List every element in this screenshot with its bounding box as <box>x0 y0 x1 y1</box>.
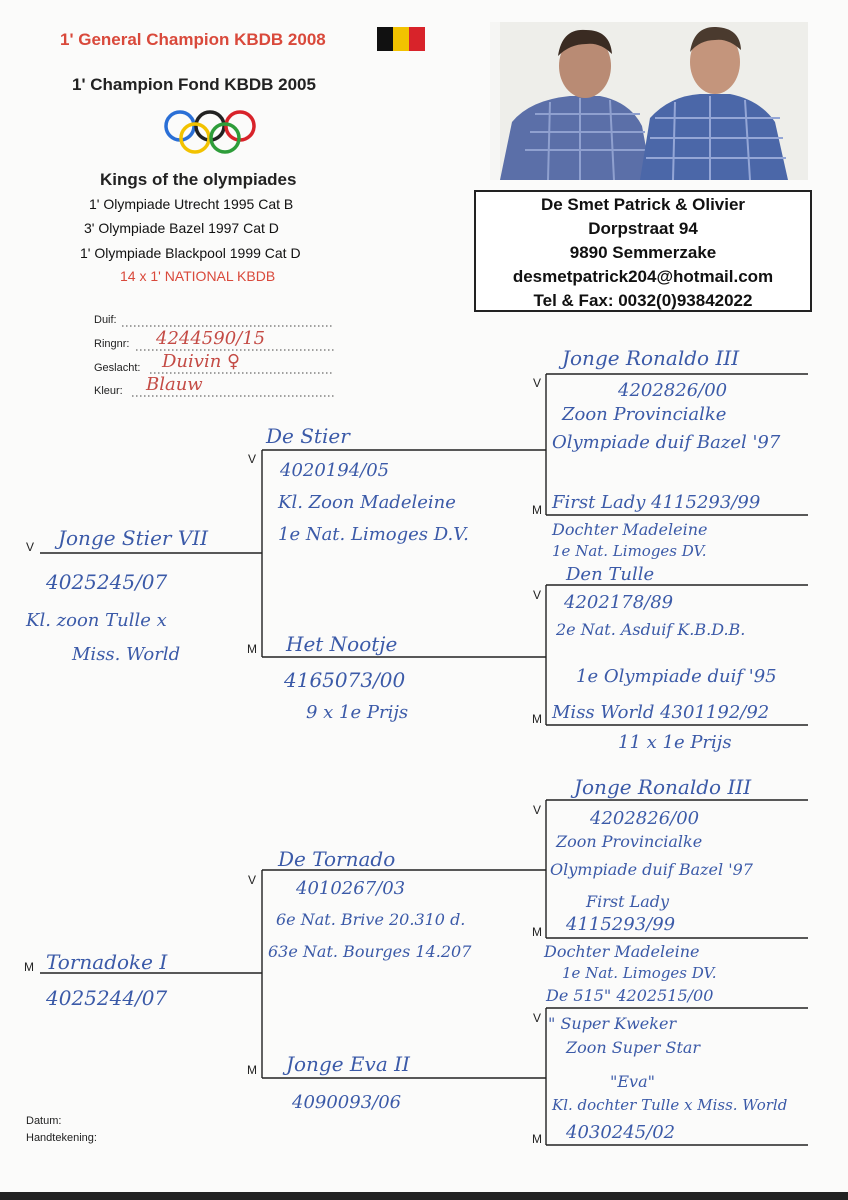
sss-info: Zoon Provincialke <box>562 404 727 425</box>
contact-city: 9890 Semmerzake <box>569 243 717 262</box>
dds-info: " Super Kweker <box>548 1014 677 1033</box>
ssd-marker: M <box>532 503 542 517</box>
kleur-value: Blauw <box>146 374 203 395</box>
dds-name: De 515" 4202515/00 <box>546 986 714 1005</box>
sds-ring: 4202178/89 <box>564 592 674 613</box>
sss-ring: 4202826/00 <box>618 380 728 401</box>
sss-name: Jonge Ronaldo III <box>562 346 740 370</box>
sss-marker: V <box>533 376 542 390</box>
ssd-info: 1e Nat. Limoges DV. <box>552 542 707 560</box>
dsd-info: 1e Nat. Limoges DV. <box>562 964 717 982</box>
contact-phone: Tel & Fax: 0032(0)93842022 <box>533 291 753 310</box>
contact-email: desmetpatrick204@hotmail.com <box>512 267 774 286</box>
ddd-ring: 4030245/02 <box>566 1122 676 1143</box>
ssd-name: First Lady 4115293/99 <box>552 492 761 513</box>
handtekening-label: Handtekening: <box>26 1132 97 1144</box>
dss-ring: 4202826/00 <box>590 808 700 829</box>
dam-marker: M <box>24 960 34 974</box>
ds-ring: 4010267/03 <box>296 878 406 899</box>
sdd-name: Miss World 4301192/92 <box>552 702 770 723</box>
scan-edge <box>0 1192 848 1200</box>
contact-street: Dorpstraat 94 <box>588 219 698 238</box>
sire-info: Miss. World <box>72 644 181 665</box>
ddd-name: "Eva" <box>610 1072 655 1091</box>
sds-info: 2e Nat. Asduif K.B.D.B. <box>556 620 746 639</box>
dd-marker: M <box>247 1063 257 1077</box>
contact-name: De Smet Patrick & Olivier <box>540 195 746 214</box>
sdd-marker: M <box>532 712 542 726</box>
sire-info: Kl. zoon Tulle x <box>26 610 167 631</box>
ss-info: Kl. Zoon Madeleine <box>278 492 456 513</box>
sire-name: Jonge Stier VII <box>58 526 209 550</box>
dss-marker: V <box>533 803 542 817</box>
ddd-marker: M <box>532 1132 542 1146</box>
sd-name: Het Nootje <box>286 632 398 656</box>
dds-marker: V <box>533 1011 542 1025</box>
dss-info: Zoon Provincialke <box>556 832 703 851</box>
sds-info: 1e Olympiade duif '95 <box>576 666 777 687</box>
geslacht-value: Duivin ♀ <box>162 351 241 372</box>
sdd-info: 11 x 1e Prijs <box>618 732 732 753</box>
dss-info: Olympiade duif Bazel '97 <box>550 860 753 879</box>
ds-info: 6e Nat. Brive 20.310 d. <box>276 910 466 929</box>
sd-info: 9 x 1e Prijs <box>306 702 409 723</box>
ss-marker: V <box>248 452 257 466</box>
duif-label: Duif: <box>94 314 117 326</box>
ds-name: De Tornado <box>278 847 396 871</box>
sss-info: Olympiade duif Bazel '97 <box>552 432 781 453</box>
dd-ring: 4090093/06 <box>292 1092 402 1113</box>
kleur-label: Kleur: <box>94 385 123 397</box>
dss-name: Jonge Ronaldo III <box>574 775 752 799</box>
ss-ring: 4020194/05 <box>280 460 390 481</box>
dd-name: Jonge Eva II <box>286 1052 410 1076</box>
ssd-info: Dochter Madeleine <box>552 520 708 539</box>
sire-marker: V <box>26 540 35 554</box>
ds-info: 63e Nat. Bourges 14.207 <box>268 942 472 961</box>
sds-name: Den Tulle <box>566 564 655 585</box>
dss-info: First Lady <box>586 892 670 911</box>
ringnr-value: 4244590/15 <box>156 328 266 349</box>
ringnr-label: Ringnr: <box>94 338 130 350</box>
ddd-info: Kl. dochter Tulle x Miss. World <box>552 1096 788 1114</box>
sd-marker: M <box>247 642 257 656</box>
olympiade-line: 3' Olympiade Bazel 1997 Cat D <box>84 220 279 236</box>
ss-info: 1e Nat. Limoges D.V. <box>278 524 469 545</box>
champion-fond-title: 1' Champion Fond KBDB 2005 <box>72 75 316 94</box>
geslacht-label: Geslacht: <box>94 362 141 374</box>
sd-ring: 4165073/00 <box>284 668 406 692</box>
sds-marker: V <box>533 588 542 602</box>
datum-label: Datum: <box>26 1115 62 1127</box>
dds-info: Zoon Super Star <box>566 1038 701 1057</box>
national-wins: 14 x 1' NATIONAL KBDB <box>120 268 276 284</box>
kings-title: Kings of the olympiades <box>100 170 297 189</box>
ss-name: De Stier <box>266 424 350 448</box>
ds-marker: V <box>248 873 257 887</box>
dsd-name: Dochter Madeleine <box>544 942 700 961</box>
dam-name: Tornadoke I <box>46 950 168 974</box>
sire-ring: 4025245/07 <box>46 570 168 594</box>
dsd-marker: M <box>532 925 542 939</box>
general-champion-title: 1' General Champion KBDB 2008 <box>60 30 326 49</box>
olympiade-line: 1' Olympiade Blackpool 1999 Cat D <box>80 245 301 261</box>
olympiade-line: 1' Olympiade Utrecht 1995 Cat B <box>89 196 294 212</box>
dam-ring: 4025244/07 <box>46 986 168 1010</box>
dss-info: 4115293/99 <box>566 914 676 935</box>
